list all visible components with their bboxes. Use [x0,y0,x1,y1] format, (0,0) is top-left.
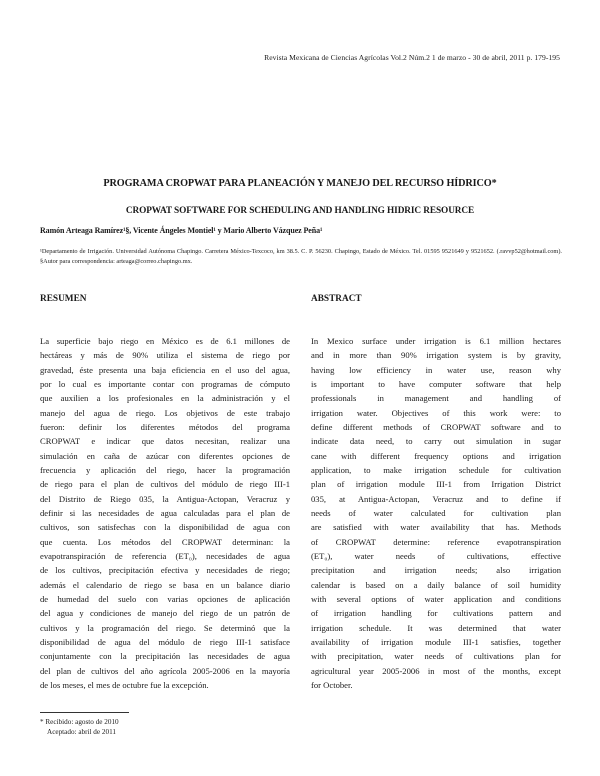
affiliation: ¹Departamento de Irrigación. Universidad Autónoma Chapingo. Carretera México-Texcoco, km 38.5. C. P. 56230. Chapingo, Estado de México. Tel. 01595 9521649 y 9521652. (.ravvp52@hotmail.com). §Autor para correspondencia: arteaga@correo.chapingo.mx. [40,248,562,265]
resumen-line: que cuenta. Los métodos del CROPWAT determinan: la [40,536,290,547]
resumen-line: de los cultivos, precipitación efectiva y necesidades de riego; [40,565,290,576]
abstract-line: precipitation and irrigation needs; also irrigation [311,565,561,576]
resumen-line: CROPWAT e indicar que datos necesitan, realizar una [40,436,290,447]
resumen-heading: RESUMEN [40,294,87,304]
abstract-line: of CROPWAT determine: reference evapotranspiration [311,536,561,547]
title-english: CROPWAT SOFTWARE FOR SCHEDULING AND HANDLING HIDRIC RESOURCE [125,206,475,216]
resumen-line: gravedad, éste presenta una baja eficiencia en el uso del agua, [40,364,290,375]
resumen-line: conjuntamente con la precipitación las necesidades de agua [40,651,290,662]
resumen-body [40,334,290,692]
authors: Ramón Arteaga Ramírez¹§, Vicente Ángeles Montiel¹ y Mario Alberto Vázquez Peña¹ [40,226,323,235]
resumen-line: de humedad del suelo con varias opciones de aplicación [40,593,290,604]
abstract-line: irrigation water. Objectives of this work were: to [311,407,561,418]
resumen-line: cultivos y la programación del riego. Se determinó que la [40,622,290,633]
resumen-line: cultivos, son satisfechas con la disponibilidad de agua con [40,522,290,533]
abstract-line: having low efficiency in water use, reason why [311,364,561,375]
abstract-line: with precipitation, water needs of cultivations plan for [311,651,561,662]
footnote-rule [40,712,129,713]
resumen-line: fueron: definir los diferentes métodos del programa [40,421,290,432]
abstract-line: 035, at Antigua-Actopan, Veracruz and to define if [311,493,561,504]
resumen-line: además el calendario de riego se basa en un balance diario [40,579,290,590]
abstract-line: is important to have computer software that help [311,378,561,389]
resumen-line: de riego para el plan de cultivos del módulo de riego III-1 [40,479,290,490]
resumen-line: del agua y condiciones de manejo del riego de un patrón de [40,608,290,619]
resumen-line: del plan de cultivos del año agrícola 2005-2006 en la mayoría [40,665,290,676]
resumen-line: que auxilien a los profesionales en la administración y el [40,393,290,404]
resumen-line: definir si las necesidades de agua calculadas para el plan de [40,507,290,518]
abstract-heading: ABSTRACT [311,294,362,304]
abstract-line: agricultural year 2005-2006 in most of the months, except [311,665,561,676]
abstract-line: of irrigation handling for cultivations pattern and [311,608,561,619]
abstract-line: with several options of water application and conditions [311,593,561,604]
footnote-accepted: Aceptado: abril de 2011 [47,728,116,736]
abstract-line: application, to make irrigation schedule for cultivation [311,464,561,475]
abstract-line: calendar is based on a daily balance of soil humidity [311,579,561,590]
abstract-line: (ET₀), water needs of cultivations, effective [311,550,561,561]
abstract-line: needs of water calculated for cultivation plan [311,507,561,518]
journal-header: Revista Mexicana de Ciencias Agrícolas Vol.2 Núm.2 1 de marzo - 30 de abril, 2011 p. 179-195 [264,53,560,62]
resumen-line: frecuencia y aplicación del riego, hacer la programación [40,464,290,475]
abstract-line: are satisfied with water availability that has. Methods [311,522,561,533]
abstract-line: indicate data need, to carry out simulation in sugar [311,436,561,447]
resumen-line: simulación en caña de azúcar con diferentes opciones de [40,450,290,461]
resumen-line: evapotranspiración de referencia (ET₀), necesidades de agua [40,550,290,561]
abstract-line: define different methods of CROPWAT software and to [311,421,561,432]
resumen-line: del Distrito de Riego 035, la Antigua-Actopan, Veracruz y [40,493,290,504]
abstract-line: irrigation schedule. It was determined that water [311,622,561,633]
resumen-line: hectáreas y más de 90% utiliza el sistema de riego por [40,350,290,361]
resumen-line: La superficie bajo riego en México es de 6.1 millones de [40,336,290,346]
resumen-line: de los meses, el mes de octubre fue la excepción. [40,679,209,690]
abstract-line: plan of irrigation module III-1 from Irrigation District [311,479,561,490]
footnote-received: * Recibido: agosto de 2010 [40,718,119,726]
title-spanish: PROGRAMA CROPWAT PARA PLANEACIÓN Y MANEJO DEL RECURSO HÍDRICO* [103,178,497,189]
resumen-line: disponibilidad de agua del módulo de riego III-1 satisface [40,636,290,647]
abstract-line: professionals in management and handling of [311,393,561,404]
resumen-line: manejo del agua de riego. Los objetivos de este trabajo [40,407,290,418]
abstract-line: and in more than 90% irrigation system is by gravity, [311,350,561,361]
abstract-line: In Mexico surface under irrigation is 6.1 million hectares [311,336,561,346]
abstract-body [311,334,561,692]
abstract-line: for October. [311,679,353,690]
abstract-line: cane with different frequency options and irrigation [311,450,561,461]
abstract-line: availability of irrigation module III-1 satisfies, together [311,636,561,647]
resumen-line: por lo cual es importante contar con programas de cómputo [40,378,290,389]
